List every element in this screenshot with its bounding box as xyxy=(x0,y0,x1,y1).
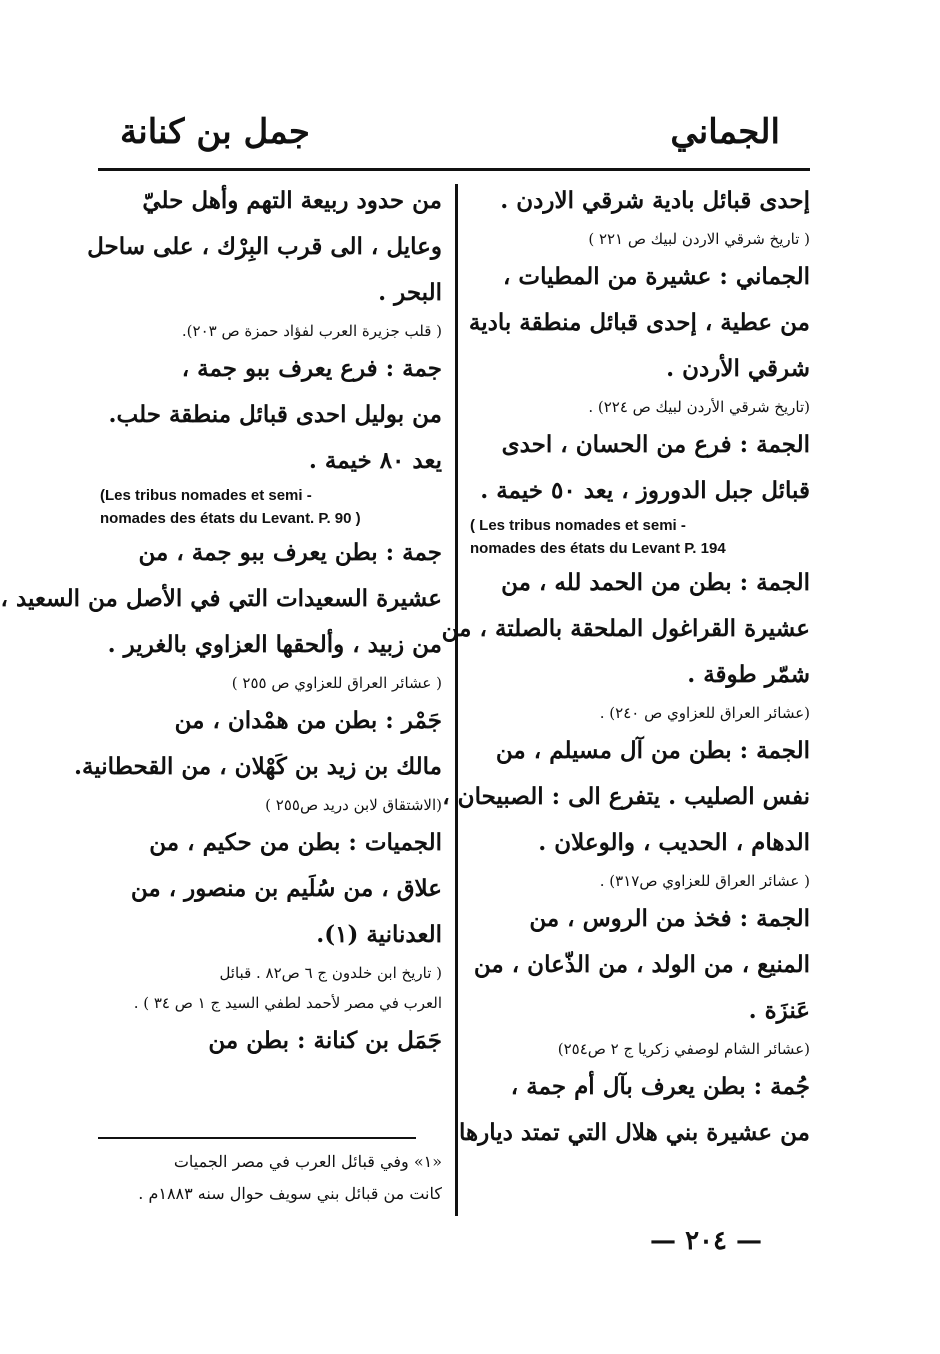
text-line: يعد ٨٠ خيمة . xyxy=(308,447,442,474)
footnote-line: «١» وفي قبائل العرب في مصر الجميات xyxy=(173,1152,442,1171)
text-line: الجماني : عشيرة من المطيات ، xyxy=(503,263,810,290)
text-line: العدنانية (١). xyxy=(316,921,442,948)
column-divider xyxy=(455,184,458,1216)
footnote xyxy=(100,1146,442,1210)
text-line: وعايل ، الى قرب البِرْك ، على ساحل xyxy=(87,233,442,260)
text-line: جمة : فرع يعرف ببو جمة ، xyxy=(181,355,442,382)
citation-line: ( تاريخ ابن خلدون ج ٦ ص٨٢ . قبائل xyxy=(219,964,442,982)
text-line: الجميات : بطن من حكيم ، من xyxy=(149,829,442,856)
text-line: المنيع ، من الولد ، من الذّعان ، من xyxy=(473,951,810,978)
right-column xyxy=(441,178,810,1156)
citation-line: (تاريخ شرقي الأردن لبيك ص ٢٢٤) . xyxy=(588,398,810,416)
citation-line: العرب في مصر لأحمد لطفي السيد ج ١ ص ٣٤ ) . xyxy=(133,994,442,1012)
text-line: من بوليل احدى قبائل منطقة حلب. xyxy=(108,401,442,428)
text-line: جُمة : بطن يعرف بآل أم جمة ، xyxy=(510,1073,810,1100)
text-line: شرقي الأردن . xyxy=(666,355,810,382)
running-head-left: جمل بن كنانة xyxy=(120,112,310,152)
citation-line: (الاشتقاق لابن دريد ص٢٥٥ ) xyxy=(265,796,442,814)
text-line: الدهام ، الحديب ، والوعلان . xyxy=(538,829,810,856)
latin-citation-line: ( Les tribus nomades et semi - xyxy=(470,517,686,534)
citation-line: ( تاريخ شرقي الاردن لبيك ص ٢٢١ ) xyxy=(588,230,810,248)
text-line: جَمَل بن كنانة : بطن من xyxy=(208,1027,442,1054)
footnote-line: كانت من قبائل بني سويف حوال سنه ١٨٨٣م . xyxy=(138,1184,442,1203)
text-line: البحر . xyxy=(378,279,442,306)
footnote-rule xyxy=(98,1137,416,1139)
text-line: الجمة : فرع من الحسان ، احدى xyxy=(501,431,810,458)
citation-line: ( عشائر العراق للعزاوي ص ٢٥٥ ) xyxy=(231,674,442,692)
citation-line: (عشائر العراق للعزاوي ص ٢٤٠) . xyxy=(599,704,810,722)
text-line: الجمة : بطن من آل مسيلم ، من xyxy=(495,737,810,764)
running-head-right: الجماني xyxy=(670,112,780,152)
text-line: جمة : بطن يعرف ببو جمة ، من xyxy=(138,539,442,566)
text-line: قبائل جبل الدوروز ، يعد ٥٠ خيمة . xyxy=(480,477,810,504)
text-line: الجمة : فخذ من الروس ، من xyxy=(529,905,810,932)
text-line: من حدود ربيعة التهم وأهل حليّ xyxy=(142,187,442,214)
text-line: علاق ، من سُلَيم بن منصور ، من xyxy=(130,875,442,902)
latin-citation-line: nomades des états du Levant. P. 90 ) xyxy=(100,510,361,527)
text-line: من زبيد ، وألحقها العزاوي بالغرير . xyxy=(107,631,442,658)
text-line: نفس الصليب . يتفرع الى : الصبيحان ، xyxy=(442,783,810,810)
text-line: مالك بن زيد بن كَهْلان ، من القحطانية. xyxy=(73,753,442,780)
text-line: عشيرة السعيدات التي في الأصل من السعيد ، xyxy=(0,585,442,612)
page-number: — ٢٠٤ — xyxy=(650,1226,763,1256)
text-line: شمّر طوقة . xyxy=(687,661,810,688)
text-line: عَنزَة . xyxy=(748,997,810,1024)
citation-line: ( عشائر العراق للعزاوي ص٣١٧) . xyxy=(599,872,810,890)
text-line: من عطية ، إحدى قبائل منطقة بادية xyxy=(468,309,810,336)
text-line: الجمة : بطن من الحمد لله ، من xyxy=(501,569,810,596)
citation-line: ( قلب جزيرة العرب لفؤاد حمزة ص ٢٠٣). xyxy=(181,322,442,340)
latin-citation-line: nomades des états du Levant P. 194 xyxy=(470,540,726,557)
text-line: من عشيرة بني هلال التي تمتد ديارها xyxy=(459,1119,810,1146)
text-line: إحدى قبائل بادية شرقي الاردن . xyxy=(500,187,810,214)
header-rule xyxy=(98,168,810,171)
latin-citation-line: (Les tribus nomades et semi - xyxy=(100,487,312,504)
left-column xyxy=(0,178,442,1064)
text-line: جَمْر : بطن من همْدان ، من xyxy=(174,707,442,734)
citation-line: (عشائر الشام لوصفي زكريا ج ٢ ص٢٥٤) xyxy=(557,1040,810,1058)
text-line: عشيرة القراغول الملحقة بالصلتة ، من xyxy=(441,615,810,642)
